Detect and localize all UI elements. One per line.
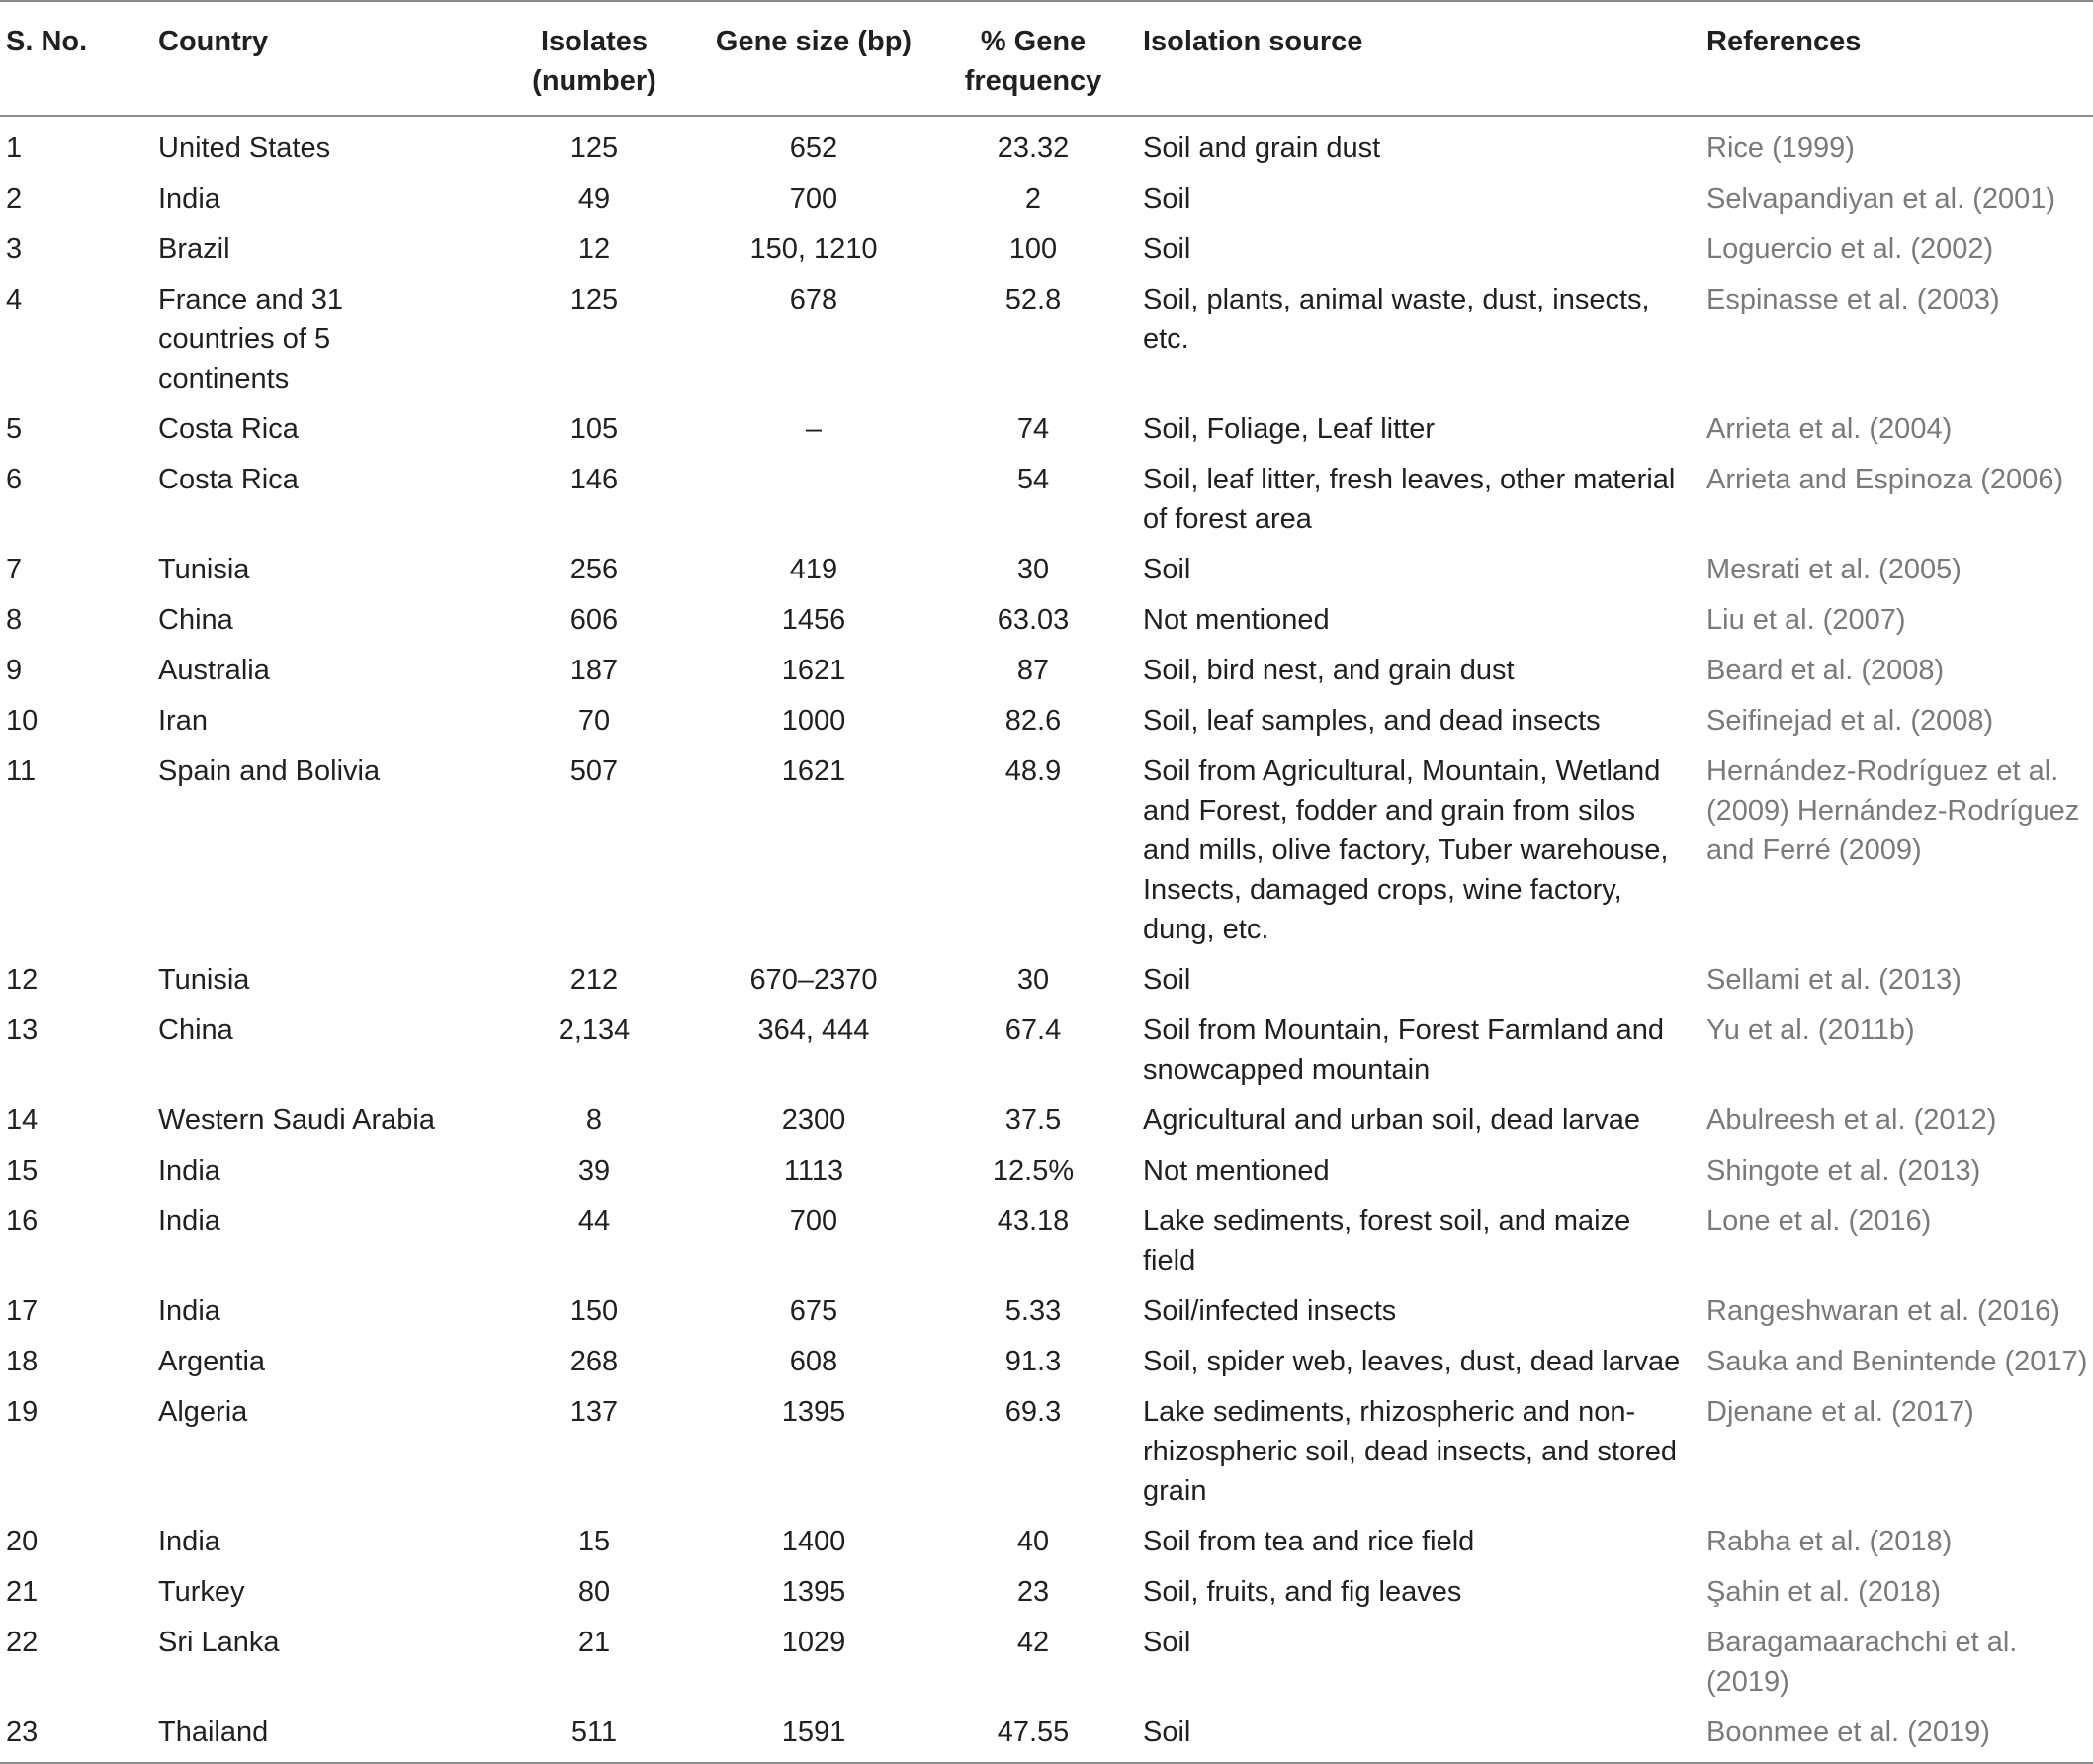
cell-gene-size: 419 <box>789 554 838 585</box>
table-row <box>0 956 2093 1007</box>
cell-sno: 20 <box>6 1526 39 1557</box>
cell-isolation-source: Agricultural and urban soil, dead larvae <box>1143 1104 1640 1136</box>
cell-isolates: 2,134 <box>558 1014 631 1046</box>
cell-isolates: 80 <box>577 1576 611 1608</box>
cell-sno: 9 <box>6 655 23 686</box>
table-row <box>0 1338 2093 1388</box>
table-row <box>0 1388 2093 1518</box>
cell-country: Thailand <box>158 1717 269 1748</box>
cell-gene-size: 1000 <box>781 705 846 737</box>
cell-gene-size: 364, 444 <box>757 1014 870 1046</box>
cell-country: Western Saudi Arabia <box>158 1104 435 1136</box>
cell-reference[interactable]: Yu et al. (2011b) <box>1706 1014 1915 1046</box>
cell-isolates: 21 <box>577 1627 611 1658</box>
cell-country: Brazil <box>158 233 230 265</box>
cell-gene-size: 652 <box>789 132 838 164</box>
cell-isolation-source: Soil and grain dust <box>1143 132 1381 164</box>
cell-gene-frequency: 42 <box>1016 1627 1050 1658</box>
cell-country: India <box>158 183 220 215</box>
table-header <box>0 1 2093 116</box>
cell-gene-size: 1400 <box>781 1526 846 1557</box>
cell-gene-size: 1395 <box>781 1396 846 1428</box>
cell-sno: 2 <box>6 183 23 215</box>
header-gene-frequency: % Gene frequency <box>964 26 1102 97</box>
cell-gene-size: 675 <box>789 1295 838 1327</box>
cell-country: Spain and Bolivia <box>158 755 381 787</box>
cell-isolates: 137 <box>569 1396 619 1428</box>
cell-sno: 4 <box>6 284 23 315</box>
cell-gene-frequency: 30 <box>1016 964 1050 996</box>
cell-gene-frequency: 30 <box>1016 554 1050 585</box>
cell-country: Iran <box>158 705 208 737</box>
cell-gene-size: 1395 <box>781 1576 846 1608</box>
cell-country: China <box>158 1014 233 1046</box>
cell-sno: 21 <box>6 1576 39 1608</box>
cell-gene-frequency: 54 <box>1016 464 1050 495</box>
table-row <box>0 1619 2093 1709</box>
cell-isolation-source: Soil, fruits, and fig leaves <box>1143 1576 1462 1608</box>
cell-gene-frequency: 2 <box>1024 183 1042 215</box>
cell-country: Costa Rica <box>158 464 299 495</box>
cell-sno: 19 <box>6 1396 39 1428</box>
cell-isolates: 15 <box>577 1526 611 1557</box>
cell-gene-frequency: 69.3 <box>1004 1396 1062 1428</box>
cell-gene-size: 1456 <box>781 604 846 636</box>
cell-gene-size: 1029 <box>781 1627 846 1658</box>
table-row <box>0 1007 2093 1097</box>
cell-country: India <box>158 1205 220 1237</box>
cell-reference[interactable]: Rabha et al. (2018) <box>1706 1526 1953 1557</box>
cell-isolation-source: Soil, leaf litter, fresh leaves, other material of forest area <box>1143 464 1676 535</box>
cell-isolation-source: Soil <box>1143 233 1191 265</box>
cell-sno: 16 <box>6 1205 39 1237</box>
cell-gene-frequency: 47.55 <box>997 1717 1070 1748</box>
cell-gene-frequency: 40 <box>1016 1526 1050 1557</box>
table-row <box>0 456 2093 546</box>
cell-isolation-source: Lake sediments, forest soil, and maize field <box>1143 1205 1631 1277</box>
cell-isolates: 268 <box>569 1346 619 1377</box>
cell-isolates: 70 <box>577 705 611 737</box>
table-row <box>0 647 2093 697</box>
table-row <box>0 405 2093 456</box>
cell-isolation-source: Soil, leaf samples, and dead insects <box>1143 705 1601 737</box>
cell-gene-frequency: 100 <box>1008 233 1058 265</box>
cell-reference[interactable]: Lone et al. (2016) <box>1706 1205 1932 1237</box>
table-row <box>0 596 2093 647</box>
cell-isolates: 125 <box>569 132 619 164</box>
table-row <box>0 175 2093 225</box>
cell-isolation-source: Soil <box>1143 554 1191 585</box>
cell-country: India <box>158 1526 220 1557</box>
cell-isolates: 44 <box>577 1205 611 1237</box>
cell-isolates: 8 <box>585 1104 603 1136</box>
cell-sno: 8 <box>6 604 23 636</box>
cell-reference[interactable]: Selvapandiyan et al. (2001) <box>1706 183 2056 215</box>
cell-reference[interactable]: Şahin et al. (2018) <box>1706 1576 1941 1608</box>
table-row <box>0 276 2093 405</box>
cell-country: Algeria <box>158 1396 248 1428</box>
cell-isolation-source: Not mentioned <box>1143 1155 1330 1187</box>
cell-sno: 13 <box>6 1014 39 1046</box>
cell-gene-frequency: 82.6 <box>1004 705 1062 737</box>
cell-gene-frequency: 87 <box>1016 655 1050 686</box>
cell-isolation-source: Soil from tea and rice field <box>1143 1526 1475 1557</box>
cell-sno: 12 <box>6 964 39 996</box>
cell-sno: 10 <box>6 705 39 737</box>
header-row <box>0 1 2093 116</box>
cell-gene-frequency: 37.5 <box>1004 1104 1062 1136</box>
cell-reference[interactable]: Hernández-Rodríguez et al. (2009) Hernández-Rodríguez and Ferré (2009) <box>1706 755 2080 866</box>
cell-gene-size: 700 <box>789 1205 838 1237</box>
cell-gene-frequency: 5.33 <box>1004 1295 1062 1327</box>
cell-country: Costa Rica <box>158 413 299 445</box>
cell-gene-size: 678 <box>789 284 838 315</box>
cell-gene-frequency: 23 <box>1016 1576 1050 1608</box>
cell-reference[interactable]: Boonmee et al. (2019) <box>1706 1717 1990 1748</box>
cell-isolation-source: Soil <box>1143 183 1191 215</box>
cell-gene-frequency: 91.3 <box>1004 1346 1062 1377</box>
table-row <box>0 116 2093 175</box>
cell-gene-frequency: 52.8 <box>1004 284 1062 315</box>
cell-gene-size: 1113 <box>783 1155 844 1187</box>
cell-isolates: 146 <box>569 464 619 495</box>
cell-country: Turkey <box>158 1576 245 1608</box>
cell-reference[interactable]: Espinasse et al. (2003) <box>1706 284 2000 315</box>
cell-gene-size: 150, 1210 <box>749 233 878 265</box>
cell-reference[interactable]: Sellami et al. (2013) <box>1706 964 1962 996</box>
cell-gene-size: 670–2370 <box>749 964 878 996</box>
cell-sno: 17 <box>6 1295 39 1327</box>
cell-sno: 18 <box>6 1346 39 1377</box>
cell-isolates: 212 <box>569 964 619 996</box>
table-row <box>0 1287 2093 1338</box>
cell-isolation-source: Not mentioned <box>1143 604 1330 636</box>
table-row <box>0 546 2093 596</box>
cell-isolation-source: Soil from Agricultural, Mountain, Wetland and Forest, fodder and grain from silos and mills, olive factory, Tuber warehouse, Insects, damaged crops, wine factory, dung, etc. <box>1143 755 1669 945</box>
cell-sno: 14 <box>6 1104 39 1136</box>
cell-isolates: 511 <box>570 1717 618 1748</box>
cell-isolation-source: Soil <box>1143 964 1191 996</box>
cell-isolation-source: Soil, spider web, leaves, dust, dead larvae <box>1143 1346 1681 1377</box>
cell-gene-size: 2300 <box>781 1104 846 1136</box>
cell-gene-size: 700 <box>789 183 838 215</box>
cell-reference[interactable]: Rice (1999) <box>1706 132 1855 164</box>
cell-gene-size: 608 <box>789 1346 838 1377</box>
table-row <box>0 1518 2093 1568</box>
cell-country: India <box>158 1295 220 1327</box>
cell-gene-frequency: 63.03 <box>997 604 1070 636</box>
cell-reference[interactable]: Arrieta et al. (2004) <box>1706 413 1953 445</box>
cell-reference[interactable]: Seifinejad et al. (2008) <box>1706 705 1994 737</box>
cell-reference[interactable]: Beard et al. (2008) <box>1706 655 1945 686</box>
cell-isolates: 12 <box>577 233 611 265</box>
cell-isolates: 49 <box>577 183 611 215</box>
cell-sno: 3 <box>6 233 23 265</box>
header-gene-size: Gene size (bp) <box>715 26 913 57</box>
header-country: Country <box>158 26 269 57</box>
cell-isolates: 150 <box>569 1295 619 1327</box>
cell-isolates: 507 <box>569 755 619 787</box>
header-isolates: Isolates (number) <box>532 26 656 97</box>
table-row <box>0 1147 2093 1197</box>
cell-gene-size: 1591 <box>781 1717 846 1748</box>
cell-isolates: 105 <box>569 413 619 445</box>
cell-sno: 1 <box>6 132 23 164</box>
cell-gene-size: 1621 <box>781 755 846 787</box>
cell-gene-frequency: 12.5% <box>992 1155 1075 1187</box>
cell-reference[interactable]: Baragamaarachchi et al. (2019) <box>1706 1627 2018 1698</box>
cell-country: United States <box>158 132 331 164</box>
cell-isolates: 187 <box>569 655 619 686</box>
cell-country: Tunisia <box>158 554 250 585</box>
table-body <box>0 116 2093 1763</box>
cell-isolates: 125 <box>569 284 619 315</box>
cell-isolates: 606 <box>569 604 619 636</box>
cell-reference[interactable]: Liu et al. (2007) <box>1706 604 1906 636</box>
cell-reference[interactable]: Djenane et al. (2017) <box>1706 1396 1974 1428</box>
cell-gene-size <box>704 456 923 546</box>
cell-gene-size: – <box>805 413 823 445</box>
table-row <box>0 1709 2093 1763</box>
cell-isolation-source: Soil, Foliage, Leaf litter <box>1143 413 1435 445</box>
cell-isolation-source: Soil from Mountain, Forest Farmland and snowcapped mountain <box>1143 1014 1665 1086</box>
cell-sno: 23 <box>6 1717 39 1748</box>
cell-gene-size: 1621 <box>781 655 846 686</box>
table-row <box>0 1568 2093 1619</box>
cell-gene-frequency: 67.4 <box>1004 1014 1062 1046</box>
cell-sno: 7 <box>6 554 23 585</box>
cell-gene-frequency: 43.18 <box>997 1205 1070 1237</box>
cell-isolates: 39 <box>577 1155 611 1187</box>
table-row <box>0 1197 2093 1287</box>
cell-sno: 15 <box>6 1155 39 1187</box>
cell-country: Sri Lanka <box>158 1627 280 1658</box>
cell-gene-frequency: 48.9 <box>1004 755 1062 787</box>
cell-isolation-source: Lake sediments, rhizospheric and non-rhizospheric soil, dead insects, and stored grain <box>1143 1396 1678 1507</box>
cell-reference[interactable]: Mesrati et al. (2005) <box>1706 554 1962 585</box>
cell-reference[interactable]: Arrieta and Espinoza (2006) <box>1706 464 2064 495</box>
header-references: References <box>1706 26 1862 57</box>
cell-isolation-source: Soil, bird nest, and grain dust <box>1143 655 1515 686</box>
cell-country: Australia <box>158 655 270 686</box>
cell-country: Tunisia <box>158 964 250 996</box>
cell-isolation-source: Soil, plants, animal waste, dust, insects, etc. <box>1143 284 1650 355</box>
table-row <box>0 697 2093 748</box>
cell-gene-frequency: 23.32 <box>997 132 1070 164</box>
cell-reference[interactable]: Sauka and Benintende (2017) <box>1706 1346 2088 1377</box>
cell-isolation-source: Soil/infected insects <box>1143 1295 1397 1327</box>
cell-gene-frequency: 74 <box>1016 413 1050 445</box>
table-row <box>0 225 2093 276</box>
header-isolation-source: Isolation source <box>1143 26 1363 57</box>
cell-reference[interactable]: Shingote et al. (2013) <box>1706 1155 1981 1187</box>
cell-country: France and 31 countries of 5 continents <box>158 284 344 395</box>
table-row <box>0 748 2093 956</box>
table-row <box>0 1097 2093 1147</box>
cell-sno: 11 <box>6 755 37 787</box>
cell-isolates: 256 <box>569 554 619 585</box>
cell-sno: 5 <box>6 413 23 445</box>
header-sno: S. No. <box>6 26 88 57</box>
cell-reference[interactable]: Abulreesh et al. (2012) <box>1706 1104 1997 1136</box>
cell-reference[interactable]: Loguercio et al. (2002) <box>1706 233 1994 265</box>
cell-isolation-source: Soil <box>1143 1717 1191 1748</box>
cell-sno: 22 <box>6 1627 39 1658</box>
cell-reference[interactable]: Rangeshwaran et al. (2016) <box>1706 1295 2060 1327</box>
cell-isolation-source: Soil <box>1143 1627 1191 1658</box>
cell-country: Argentia <box>158 1346 266 1377</box>
cell-country: China <box>158 604 233 636</box>
cell-country: India <box>158 1155 220 1187</box>
cell-sno: 6 <box>6 464 23 495</box>
